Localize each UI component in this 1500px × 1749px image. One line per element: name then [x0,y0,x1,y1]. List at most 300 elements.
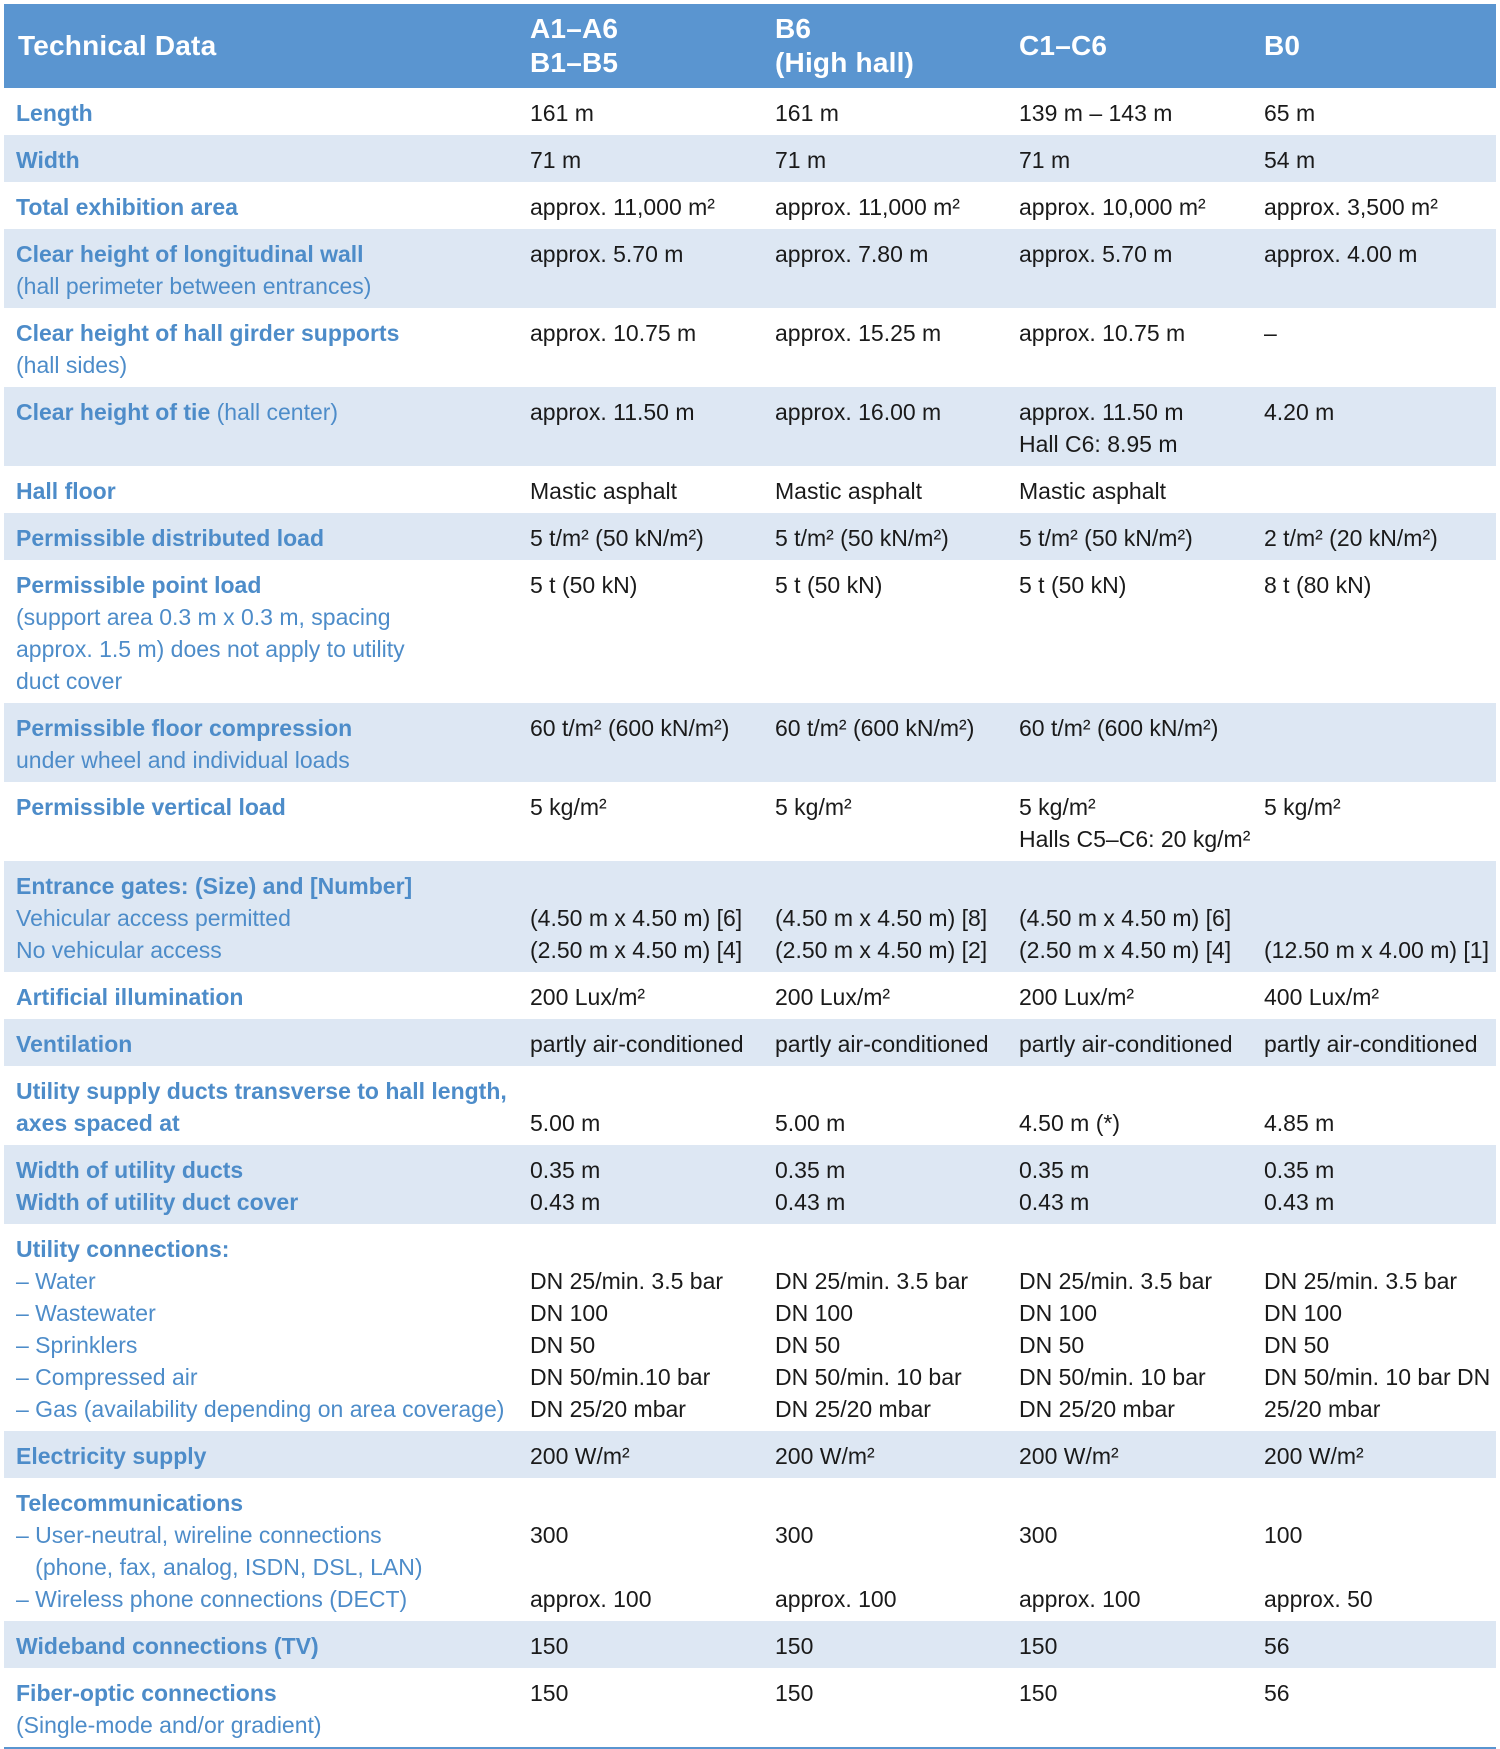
value-line: approx. 100 [1019,1586,1141,1612]
value-cell [522,782,767,861]
row-label-text: (hall sides) [16,352,128,378]
table-row [4,182,1496,229]
row-label-line [16,981,514,1013]
row-label [4,1668,522,1748]
spacer-line [1264,870,1488,902]
row-label-text: Vehicular access permitted [16,905,291,931]
row-label [4,560,522,703]
value-line: 200 W/m² [1264,1443,1364,1469]
value-cell [1011,782,1256,861]
value-line: 54 m [1264,147,1316,173]
row-label-line [16,1154,514,1186]
value-line: partly air-conditioned [1019,1031,1233,1057]
value-line: 300 [775,1522,814,1548]
value-cell [522,387,767,466]
value-line: 2 t/m² (20 kN/m²) [1264,525,1438,551]
value-cell [522,182,767,229]
value-line: DN 25/min. 3.5 bar [775,1268,969,1294]
row-label-text: (hall perimeter between entrances) [16,273,372,299]
row-label-line [16,1075,514,1107]
value-line: (4.50 m x 4.50 m) [6] [1019,905,1232,931]
value-line: DN 100 [775,1300,853,1326]
value-cell [1256,229,1496,308]
value-cell [522,135,767,182]
value-line: DN 100 [530,1300,608,1326]
value-cell [522,1066,767,1145]
value-line: 200 W/m² [1019,1443,1119,1469]
row-label-line [16,1393,514,1425]
row-label-bold-text: Telecommunications [16,1490,244,1516]
value-line: approx. 10.75 m [1019,320,1186,346]
value-cell [1011,1478,1256,1621]
row-label-line [16,1677,514,1709]
row-label-bold-text: Permissible vertical load [16,794,286,820]
value-line: approx. 7.80 m [775,241,929,267]
row-label-line [16,522,514,554]
value-line: approx. 10,000 m² [1019,194,1206,220]
row-label-line [16,475,514,507]
row-label-line [16,1265,514,1297]
table-row [4,513,1496,560]
row-label-line [16,270,514,302]
value-cell [1011,1145,1256,1224]
value-cell [1256,182,1496,229]
value-line: (4.50 m x 4.50 m) [8] [775,905,988,931]
value-cell [767,308,1011,387]
row-label-bold-text: Width of utility duct cover [16,1189,299,1215]
value-cell [1011,182,1256,229]
value-line: 0.43 m [775,1189,846,1215]
value-cell [1011,1019,1256,1066]
value-line: DN 25/20 mbar [1019,1396,1175,1422]
value-cell [1256,1224,1496,1431]
spacer-line [775,1487,1003,1519]
value-cell [522,1668,767,1748]
value-cell [522,229,767,308]
value-cell [522,1019,767,1066]
value-line: (2.50 m x 4.50 m) [4] [530,937,743,963]
header-col-label: B0 [1264,30,1301,61]
value-line: 4.20 m [1264,399,1335,425]
value-line: 56 [1264,1680,1290,1706]
value-line: 200 W/m² [530,1443,630,1469]
value-line: (12.50 m x 4.00 m) [1] [1264,937,1489,963]
value-line: approx. 4.00 m [1264,241,1418,267]
table-row [4,560,1496,703]
row-label-line [16,712,514,744]
header-col-label: B1–B5 [530,47,619,78]
value-line: 161 m [775,100,839,126]
value-cell [767,972,1011,1019]
value-line: 71 m [530,147,582,173]
row-label [4,703,522,782]
value-line: approx. 15.25 m [775,320,942,346]
value-line: DN 50 [1019,1332,1085,1358]
row-label-text: – Water [16,1268,96,1294]
spacer-line [530,1551,759,1583]
value-cell [767,1145,1011,1224]
row-label [4,972,522,1019]
row-label-text: (Single-mode and/or gradient) [16,1712,322,1738]
value-line: 5 t/m² (50 kN/m²) [1019,525,1193,551]
row-label-line [16,1583,514,1615]
value-line: Mastic asphalt [775,478,923,504]
value-line: 5.00 m [775,1110,846,1136]
table-row [4,466,1496,513]
value-line: approx. 5.70 m [530,241,684,267]
row-label-line [16,1630,514,1662]
table-row [4,1145,1496,1224]
row-label [4,466,522,513]
row-label-text: – Compressed air [16,1364,198,1390]
row-label [4,513,522,560]
spacer-line [1019,1075,1248,1107]
value-line: approx. 50 [1264,1586,1373,1612]
value-cell [1011,135,1256,182]
value-cell [1256,1019,1496,1066]
row-label-bold-text: Electricity supply [16,1443,207,1469]
row-label-text: approx. 1.5 m) does not apply to utility [16,636,405,662]
value-cell [1256,1478,1496,1621]
value-cell [1256,88,1496,135]
row-label-line [16,1519,514,1551]
value-cell [1256,466,1496,513]
header-col-c1-c6 [1011,4,1256,88]
row-label-line [16,1186,514,1218]
row-label-line [16,1233,514,1265]
value-line: 5 t (50 kN) [775,572,883,598]
value-line: – [1264,320,1277,346]
value-cell [1256,560,1496,703]
value-cell [522,1145,767,1224]
row-label [4,135,522,182]
value-cell [767,1478,1011,1621]
row-label-line [16,569,514,601]
row-label [4,229,522,308]
value-cell [522,466,767,513]
value-cell [767,513,1011,560]
row-label-line [16,1329,514,1361]
row-label-bold-text: Length [16,100,93,126]
value-line: 71 m [775,147,827,173]
value-cell [1256,703,1496,782]
row-label-text: under wheel and individual loads [16,747,350,773]
value-cell [767,1621,1011,1668]
table-row [4,1668,1496,1748]
spacer-line [1264,1487,1488,1519]
value-cell [1011,972,1256,1019]
value-line: Mastic asphalt [530,478,678,504]
value-cell [1256,782,1496,861]
value-cell [767,1668,1011,1748]
row-label-line [16,1440,514,1472]
value-line: (4.50 m x 4.50 m) [6] [530,905,743,931]
value-cell [1256,861,1496,972]
value-cell [1011,229,1256,308]
row-label-bold-text: Fiber-optic connections [16,1680,277,1706]
table-row [4,88,1496,135]
row-label-line [16,601,514,633]
value-cell [1256,387,1496,466]
table-row [4,782,1496,861]
value-line: DN 50 [775,1332,841,1358]
value-line: 60 t/m² (600 kN/m²) [530,715,730,741]
value-cell [1256,308,1496,387]
spacer-line [775,1233,1003,1265]
technical-data-sheet [4,4,1496,1749]
value-cell [1011,1066,1256,1145]
row-label-bold-text: axes spaced at [16,1110,180,1136]
value-line: DN 25/min. 3.5 bar [1264,1268,1458,1294]
value-line: approx. 3,500 m² [1264,194,1438,220]
value-line: 60 t/m² (600 kN/m²) [1019,715,1219,741]
table-row [4,1224,1496,1431]
value-line: approx. 10.75 m [530,320,697,346]
technical-data-table [4,4,1496,1749]
value-cell [522,703,767,782]
value-cell [1011,513,1256,560]
spacer-line [775,1075,1003,1107]
row-label-text: – User-neutral, wireline connections [16,1522,382,1548]
row-label-line [16,1551,514,1583]
value-line: 139 m – 143 m [1019,100,1173,126]
value-line: DN 50/min. 10 bar [1019,1364,1206,1390]
spacer-line [1019,870,1248,902]
value-line: 5.00 m [530,1110,601,1136]
value-line: 150 [530,1680,569,1706]
value-cell [1011,308,1256,387]
row-label-line [16,791,514,823]
table-row [4,861,1496,972]
row-label-line [16,934,514,966]
row-label-line [16,744,514,776]
row-label-line [16,870,514,902]
spacer-line [530,1075,759,1107]
row-label [4,308,522,387]
value-line: 5 t/m² (50 kN/m²) [530,525,704,551]
row-label-line [16,97,514,129]
value-line: 8 t (80 kN) [1264,572,1372,598]
value-cell [522,861,767,972]
spacer-line [1264,902,1488,934]
row-label-bold-text: Ventilation [16,1031,133,1057]
row-label-bold-text: Utility connections: [16,1236,230,1262]
value-line: 150 [1019,1680,1058,1706]
row-label [4,1066,522,1145]
row-label-line [16,238,514,270]
value-line: 300 [1019,1522,1058,1548]
spacer-line [1019,1487,1248,1519]
value-cell [1011,861,1256,972]
value-line: 100 [1264,1522,1303,1548]
value-cell [767,182,1011,229]
table-row [4,229,1496,308]
value-line: partly air-conditioned [1264,1031,1478,1057]
value-cell [1011,387,1256,466]
table-body [4,88,1496,1748]
value-line: 5 kg/m² [1264,794,1341,820]
spacer-line [530,1233,759,1265]
table-row [4,703,1496,782]
spacer-line [775,870,1003,902]
value-cell [1256,513,1496,560]
value-line: 300 [530,1522,569,1548]
value-line: Hall C6: 8.95 m [1019,431,1178,457]
value-line: (2.50 m x 4.50 m) [4] [1019,937,1232,963]
value-cell [767,466,1011,513]
value-line: 0.43 m [530,1189,601,1215]
value-cell [767,560,1011,703]
row-label-text: (support area 0.3 m x 0.3 m, spacing [16,604,391,630]
row-label-bold-text: Clear height of hall girder supports [16,320,400,346]
value-cell [1011,466,1256,513]
value-cell [767,1019,1011,1066]
value-line: approx. 11,000 m² [530,194,715,220]
value-line: approx. 5.70 m [1019,241,1173,267]
value-line: DN 25/20 mbar [530,1396,686,1422]
row-label-line [16,349,514,381]
value-line: 65 m [1264,100,1316,126]
value-cell [1011,560,1256,703]
value-line: Halls C5–C6: 20 kg/m² [1019,826,1251,852]
value-cell [1011,1224,1256,1431]
table-row [4,1621,1496,1668]
value-line: approx. 100 [530,1586,652,1612]
value-cell [1256,1145,1496,1224]
value-cell [767,782,1011,861]
value-cell [767,1431,1011,1478]
value-cell [522,1478,767,1621]
row-label-line [16,1107,514,1139]
row-label [4,782,522,861]
value-line: DN 25/20 mbar [775,1396,931,1422]
value-cell [1256,135,1496,182]
value-line: approx. 11.50 m [1019,399,1184,425]
row-label-line [16,1361,514,1393]
value-cell [522,1224,767,1431]
row-label [4,1478,522,1621]
value-cell [1011,703,1256,782]
value-line: partly air-conditioned [775,1031,989,1057]
value-line: 25/20 mbar [1264,1396,1381,1422]
spacer-line [1264,1551,1488,1583]
value-line: approx. 16.00 m [775,399,942,425]
value-line: 0.43 m [1264,1189,1335,1215]
value-cell [1011,1621,1256,1668]
spacer-line [1019,1233,1248,1265]
row-label-bold-text: Width of utility ducts [16,1157,244,1183]
value-cell [1011,88,1256,135]
row-label [4,88,522,135]
row-label-line [16,1028,514,1060]
header-row [4,4,1496,88]
value-line: DN 50/min.10 bar [530,1364,711,1390]
value-line: DN 25/min. 3.5 bar [530,1268,724,1294]
value-line: 150 [775,1680,814,1706]
value-cell [522,560,767,703]
value-cell [522,1621,767,1668]
value-line: (2.50 m x 4.50 m) [2] [775,937,988,963]
row-label-bold-text: Permissible floor compression [16,715,353,741]
value-line: 200 Lux/m² [530,984,646,1010]
row-label-line [16,191,514,223]
value-line: 71 m [1019,147,1071,173]
row-label-text: – Gas (availability depending on area coverage) [16,1396,505,1422]
row-label-text: – Sprinklers [16,1332,138,1358]
spacer-line [530,1487,759,1519]
row-label-text: duct cover [16,668,123,694]
value-line: 5 kg/m² [530,794,607,820]
value-cell [522,308,767,387]
spacer-line [775,1551,1003,1583]
row-label-text: – Wastewater [16,1300,156,1326]
row-label-bold-text: Artificial illumination [16,984,244,1010]
header-col-b0 [1256,4,1496,88]
row-label [4,1224,522,1431]
value-cell [1011,1431,1256,1478]
value-line: 4.50 m (*) [1019,1110,1120,1136]
value-cell [522,972,767,1019]
row-label-text: – Wireless phone connections (DECT) [16,1586,408,1612]
row-label-line [16,633,514,665]
spacer-line [1264,1233,1488,1265]
value-cell [1256,1066,1496,1145]
value-cell [522,88,767,135]
row-label-bold-text: Total exhibition area [16,194,238,220]
spacer-line [1019,1551,1248,1583]
row-label-line [16,1487,514,1519]
value-line: 150 [775,1633,814,1659]
value-line: 60 t/m² (600 kN/m²) [775,715,975,741]
value-line: DN 50 [1264,1332,1330,1358]
row-label [4,1431,522,1478]
value-line: 0.35 m [1264,1157,1335,1183]
value-cell [767,861,1011,972]
spacer-line [1264,1075,1488,1107]
value-cell [522,513,767,560]
value-line: 150 [1019,1633,1058,1659]
value-cell [767,387,1011,466]
table-row [4,308,1496,387]
table-row [4,972,1496,1019]
row-label-text: (phone, fax, analog, ISDN, DSL, LAN) [16,1554,423,1580]
value-line: 0.35 m [530,1157,601,1183]
value-line: 200 W/m² [775,1443,875,1469]
value-line: Mastic asphalt [1019,478,1167,504]
spacer-line [530,870,759,902]
value-line: 0.35 m [1019,1157,1090,1183]
value-line: approx. 11.50 m [530,399,695,425]
header-col-b6 [767,4,1011,88]
row-label [4,182,522,229]
value-line: DN 50 [530,1332,596,1358]
header-col-label: C1–C6 [1019,30,1108,61]
row-label-bold-text: Permissible distributed load [16,525,325,551]
table-row [4,1431,1496,1478]
row-label-line [16,1297,514,1329]
row-label-bold-text: Width [16,147,80,173]
value-line: 161 m [530,100,594,126]
row-label-bold-text: Wideband connections (TV) [16,1633,319,1659]
row-label [4,1621,522,1668]
value-line: DN 50/min. 10 bar [775,1364,962,1390]
value-line: 200 Lux/m² [775,984,891,1010]
value-line: 400 Lux/m² [1264,984,1380,1010]
value-cell [767,1066,1011,1145]
value-cell [1256,1668,1496,1748]
row-label-bold-text: Entrance gates: (Size) and [Number] [16,873,413,899]
row-label [4,387,522,466]
